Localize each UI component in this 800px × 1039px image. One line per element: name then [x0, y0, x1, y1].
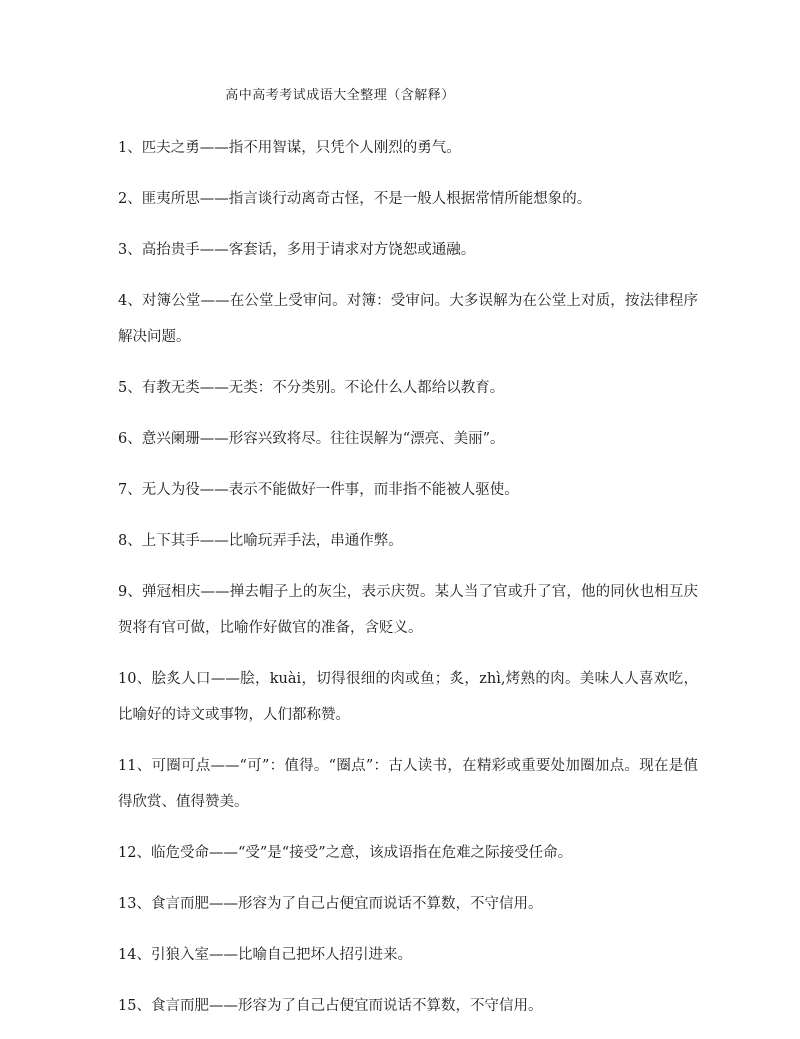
- idiom-entry-14: 14、引狼入室——比喻自己把坏人招引进来。: [118, 947, 412, 963]
- idiom-entry-1: 1、匹夫之勇——指不用智谋，只凭个人刚烈的勇气。: [118, 140, 461, 156]
- idiom-entry-7: 7、无人为役——表示不能做好一件事，而非指不能被人驱使。: [118, 482, 519, 498]
- idiom-entry-13: 13、食言而肥——形容为了自己占便宜而说话不算数，不守信用。: [118, 896, 543, 912]
- idiom-entry-5: 5、有教无类——无类：不分类别。不论什么人都给以教育。: [118, 380, 505, 396]
- idiom-list: [118, 130, 698, 1039]
- idiom-entry-9: 9、弹冠相庆——掸去帽子上的灰尘，表示庆贺。某人当了官或升了官，他的同伙也相互庆贺将有官可做，比喻作好做官的准备，含贬义。: [118, 584, 698, 636]
- idiom-entry-3: 3、高抬贵手——客套话，多用于请求对方饶恕或通融。: [118, 242, 476, 258]
- idiom-entry-2: 2、匪夷所思——指言谈行动离奇古怪，不是一般人根据常情所能想象的。: [118, 191, 592, 207]
- idiom-entry-4: 4、对簿公堂——在公堂上受审问。对簿：受审问。大多误解为在公堂上对质，按法律程序解决问题。: [118, 293, 698, 345]
- idiom-entry-8: 8、上下其手——比喻玩弄手法，串通作弊。: [118, 533, 403, 549]
- idiom-entry-15: 15、食言而肥——形容为了自己占便宜而说话不算数，不守信用。: [118, 998, 543, 1014]
- idiom-entry-6: 6、意兴阑珊——形容兴致将尽。往往误解为“漂亮、美丽”。: [118, 431, 505, 447]
- idiom-entry-10: 10、脍炙人口——脍，kuài，切得很细的肉或鱼；炙，zhì,烤熟的肉。美味人人喜欢吃，比喻好的诗文或事物，人们都称赞。: [118, 671, 698, 723]
- idiom-entry-12: 12、临危受命——“受”是“接受”之意，该成语指在危难之际接受任命。: [118, 845, 573, 861]
- idiom-entry-11: 11、可圈可点——“可”：值得。“圈点”：古人读书，在精彩或重要处加圈加点。现在是值得欣赏、值得赞美。: [118, 758, 698, 810]
- document-title: 高中高考考试成语大全整理（含解释）: [225, 88, 455, 103]
